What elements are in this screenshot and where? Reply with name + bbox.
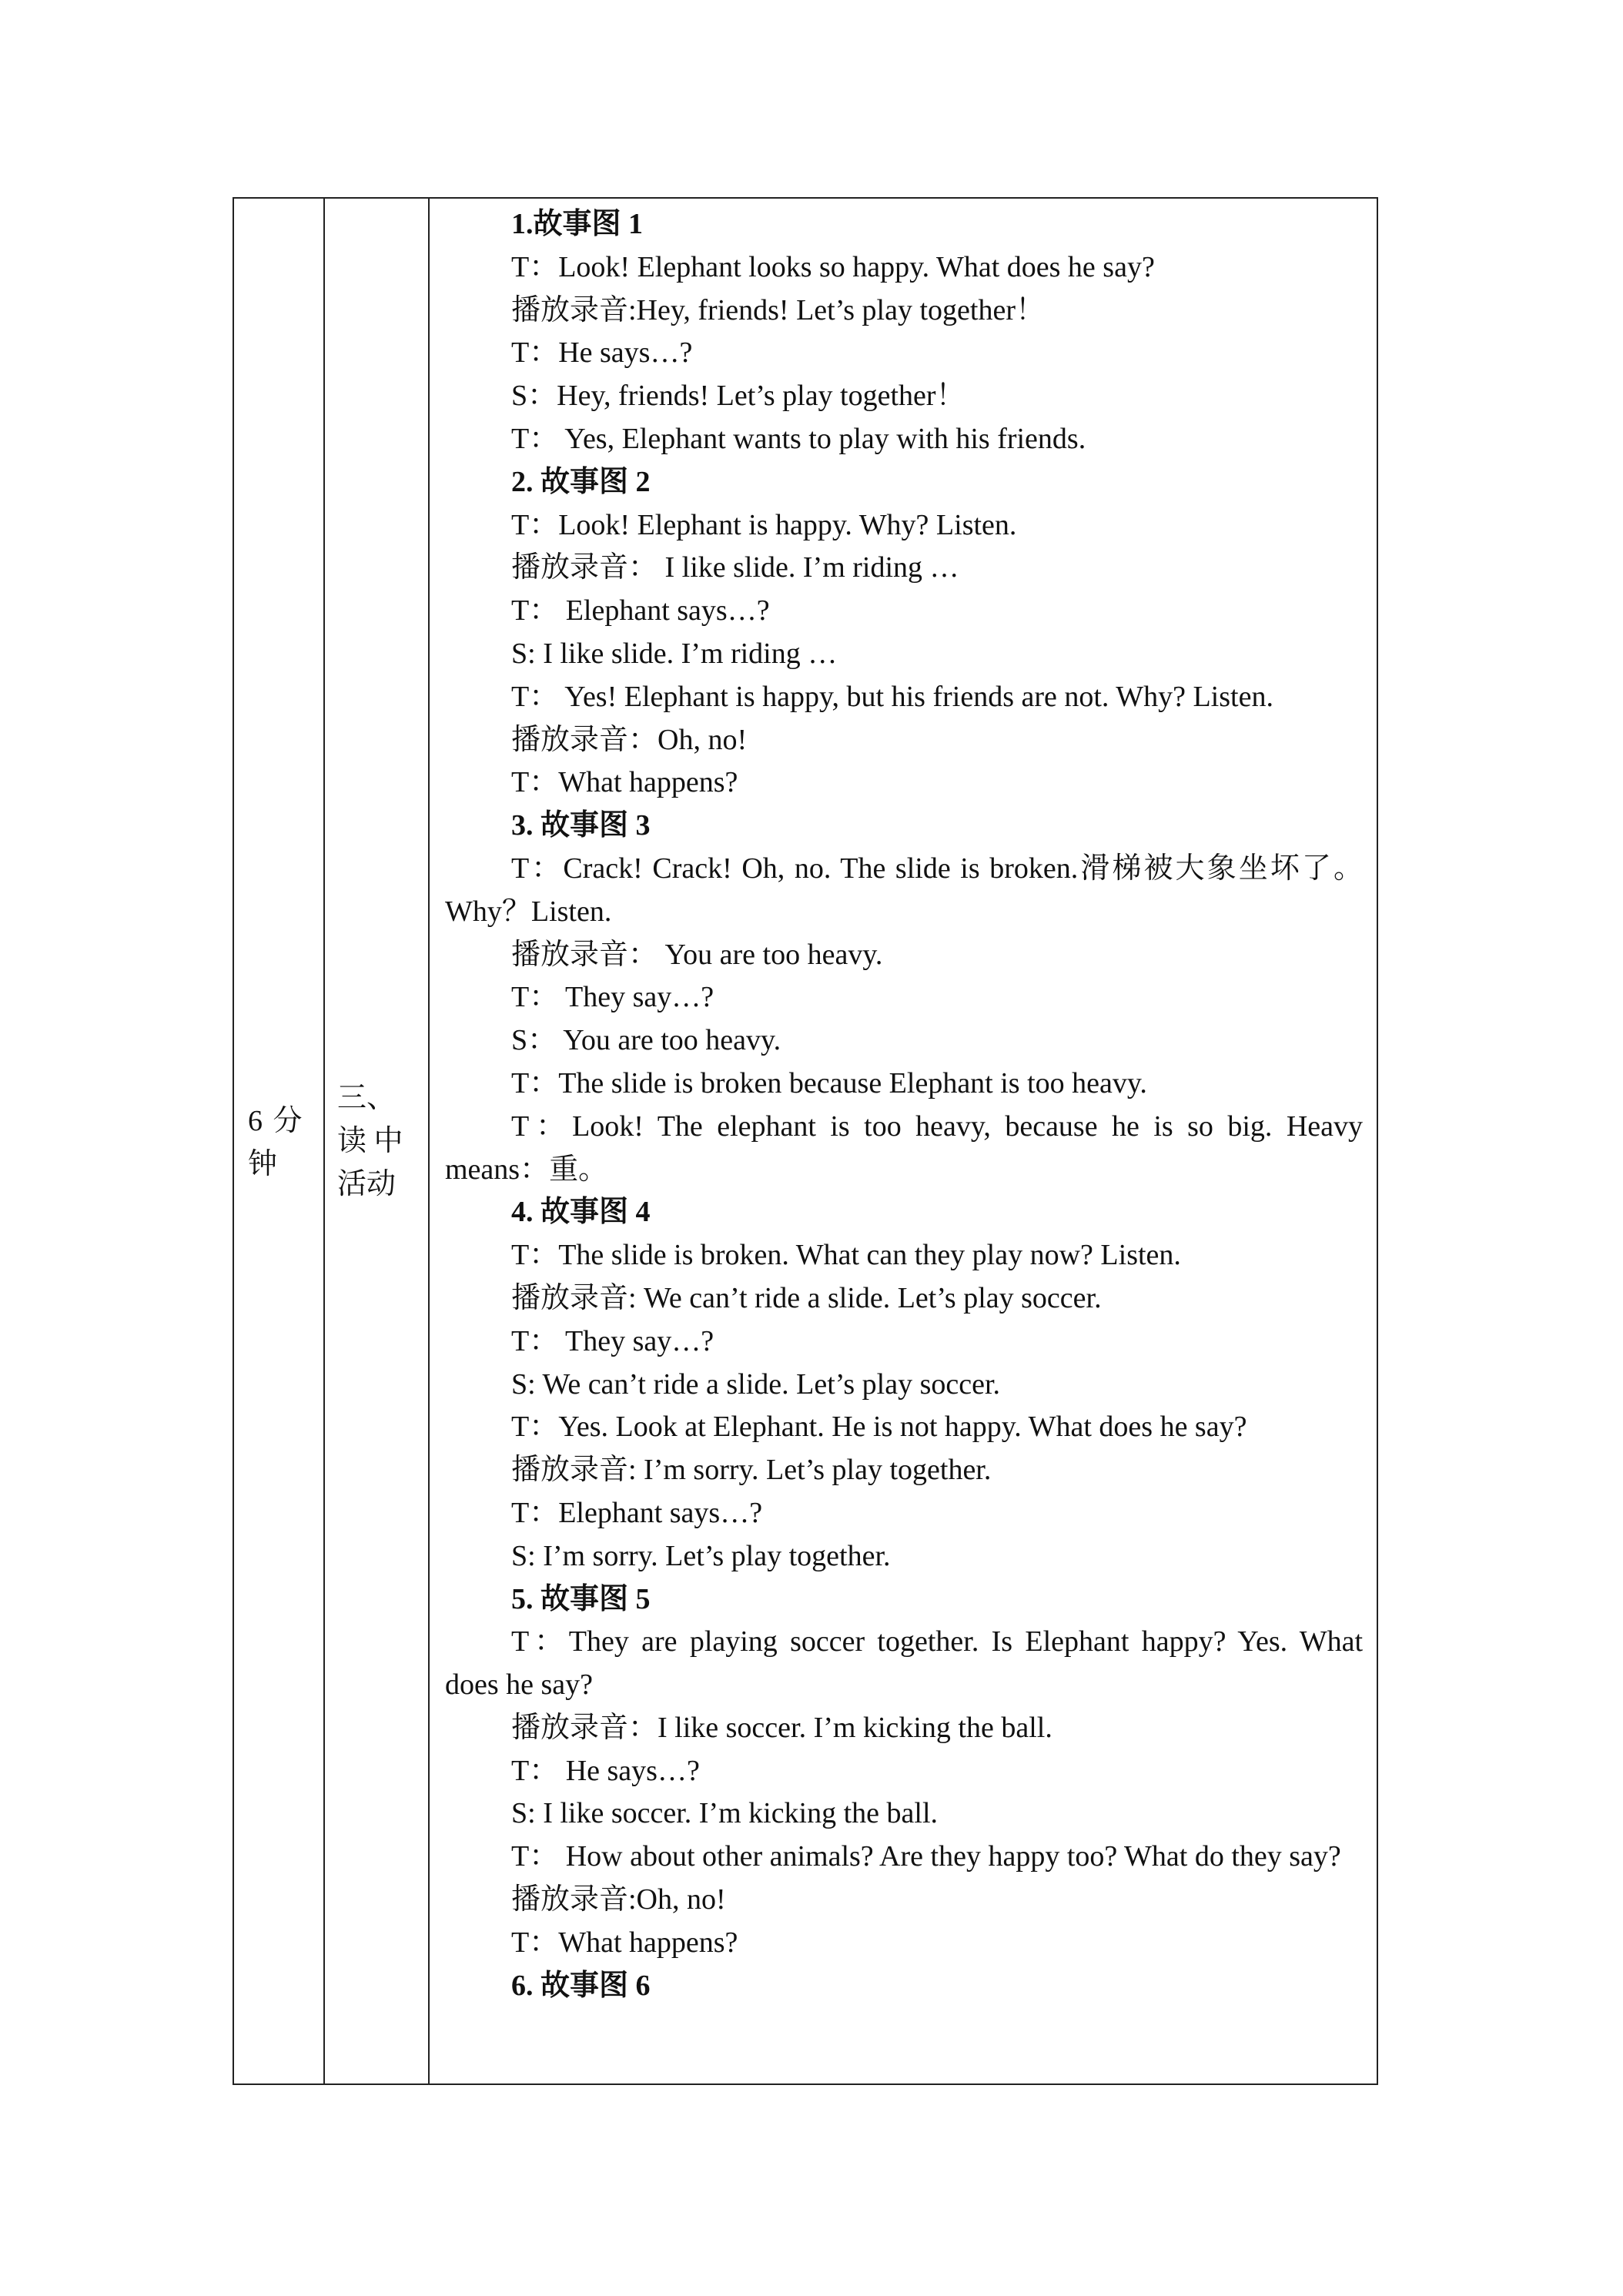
- dialogue-line: T： Elephant says…?: [511, 594, 770, 628]
- story-picture-heading: 2. 故事图 2: [511, 465, 651, 498]
- lesson-plan-table: [233, 197, 1378, 2085]
- dialogue-line: T：Look! Elephant is happy. Why? Listen.: [511, 508, 1017, 541]
- dialogue-line: 播放录音： I like slide. I’m riding …: [511, 551, 959, 584]
- dialogue-line: T：The slide is broken because Elephant is too heavy.: [511, 1066, 1147, 1099]
- dialogue-line: 播放录音:Oh, no!: [511, 1883, 726, 1916]
- dialogue-line: 播放录音：I like soccer. I’m kicking the ball.: [511, 1711, 1052, 1744]
- dialogue-line: S: I’m sorry. Let’s play together.: [511, 1539, 891, 1572]
- dialogue-line: 播放录音： You are too heavy.: [511, 938, 883, 971]
- dialogue-line: T： They say…?: [511, 981, 714, 1014]
- activity-content: [445, 203, 1363, 2007]
- dialogue-line: T： They say…?: [511, 1324, 714, 1357]
- story-picture-heading: 3. 故事图 3: [511, 809, 651, 842]
- dialogue-line: T：Crack! Crack! Oh, no. The slide is broken.滑梯被大象坐坏了。 Why？Listen.: [445, 852, 1363, 928]
- dialogue-line: T：Elephant says…?: [511, 1496, 763, 1529]
- story-picture-heading: 1.故事图 1: [511, 208, 644, 240]
- dialogue-line: S: I like slide. I’m riding …: [511, 637, 838, 670]
- dialogue-line: T： Yes, Elephant wants to play with his friends.: [511, 422, 1086, 455]
- time-cell: [234, 199, 323, 2083]
- dialogue-line: T：What happens?: [511, 766, 738, 799]
- story-picture-heading: 6. 故事图 6: [511, 1969, 651, 2002]
- dialogue-line: 播放录音: I’m sorry. Let’s play together.: [511, 1454, 992, 1487]
- stage-label: 三、读 中活动: [337, 1082, 403, 1200]
- story-picture-heading: 4. 故事图 4: [511, 1196, 651, 1229]
- dialogue-line: 播放录音:Hey, friends! Let’s play together！: [511, 293, 1045, 326]
- dialogue-line: 播放录音：Oh, no!: [511, 723, 748, 756]
- dialogue-line: T： He says…?: [511, 1754, 700, 1787]
- activity-content-cell: [430, 199, 1377, 2083]
- dialogue-line: S: I like soccer. I’m kicking the ball.: [511, 1797, 939, 1830]
- dialogue-line: S： You are too heavy.: [511, 1024, 781, 1057]
- dialogue-line: T：Look! Elephant looks so happy. What does he say?: [511, 250, 1155, 283]
- dialogue-line: T：They are playing soccer together. Is Elephant happy? Yes. What does he say?: [445, 1625, 1363, 1702]
- dialogue-line: S: We can’t ride a slide. Let’s play soccer.: [511, 1367, 1001, 1401]
- dialogue-line: T：Yes. Look at Elephant. He is not happy. What does he say?: [511, 1411, 1247, 1444]
- dialogue-line: S：Hey, friends! Let’s play together！: [511, 380, 965, 413]
- dialogue-line: T： How about other animals? Are they happy too? What do they say?: [511, 1840, 1341, 1873]
- stage-cell: [325, 199, 428, 2083]
- dialogue-line: T： Yes! Elephant is happy, but his friends are not. Why? Listen.: [511, 680, 1273, 713]
- dialogue-line: T：What happens?: [511, 1926, 738, 1959]
- dialogue-line: T：Look! The elephant is too heavy, because he is so big. Heavy means：重。: [445, 1110, 1363, 1186]
- story-picture-heading: 5. 故事图 5: [511, 1582, 651, 1615]
- dialogue-line: 播放录音: We can’t ride a slide. Let’s play soccer.: [511, 1281, 1102, 1314]
- dialogue-line: T：He says…?: [511, 336, 693, 370]
- dialogue-line: T：The slide is broken. What can they play now? Listen.: [511, 1239, 1181, 1272]
- time-label: 6 分钟: [248, 1105, 304, 1180]
